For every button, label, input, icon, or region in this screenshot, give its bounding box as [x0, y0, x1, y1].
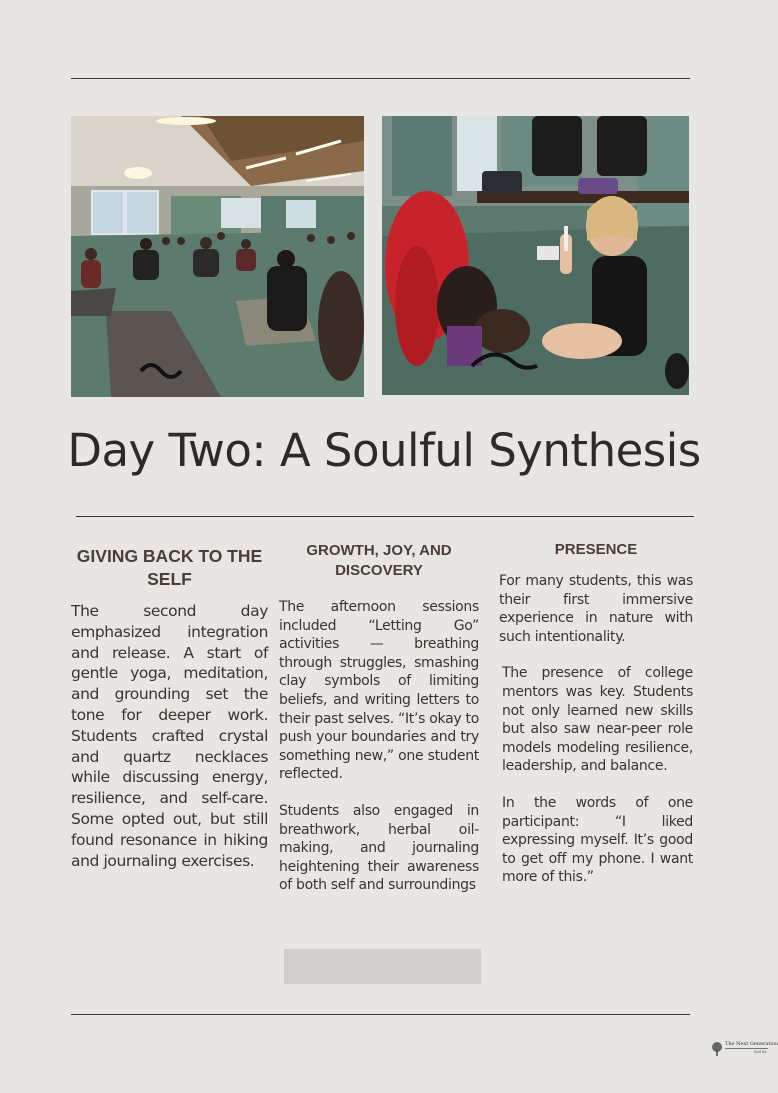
quote-paragraph: In the words of one participant: “I liked expressing myself. It’s good to get off my phone. I want more of this.” — [502, 794, 693, 886]
column-heading: GIVING BACK TO THE SELF — [76, 546, 263, 589]
column-giving-back — [71, 545, 268, 871]
column-presence — [499, 540, 693, 887]
gray-placeholder-box — [284, 949, 481, 984]
organization-logo — [709, 1040, 778, 1060]
bottom-rule — [71, 1014, 690, 1015]
tree-icon — [711, 1042, 723, 1056]
column-paragraph: For many students, this was their first immersive experience in nature with such intentionality. — [499, 573, 693, 645]
title-rule — [76, 516, 694, 517]
necklace-activity-photo — [382, 116, 689, 395]
logo-name: The Next Generation — [725, 1041, 778, 1047]
logo-subtitle: Sud Sa — [754, 1050, 767, 1054]
column-paragraph: The presence of college mentors was key. Students not only learned new skills but also saw near-peer role models modeling resilience, leadership, and balance. — [502, 665, 693, 775]
top-rule — [71, 78, 690, 79]
column-heading: GROWTH, JOY, AND DISCOVERY — [306, 542, 452, 579]
logo-divider — [725, 1048, 768, 1049]
column-paragraph: The afternoon sessions included “Letting Go” activities — breathing through struggles, smashing clay symbols of limiting beliefs, and writing letters to their past selves. “It’s okay to push your boundaries and try something new,” one student reflected. — [279, 599, 479, 783]
yoga-class-photo — [71, 116, 364, 397]
page-title: Day Two: A Soulful Synthesis — [67, 424, 701, 477]
column-paragraph: Students also engaged in breathwork, herbal oil-making, and journaling heightening their awareness of both self and surroundings — [279, 802, 479, 894]
column-paragraph: The second day emphasized integration and release. A start of gentle yoga, meditation, and grounding set the tone for deeper work. Students crafted crystal and quartz necklaces while discussing energy, resilience, and self-care. Some opted out, but still found resonance in hiking and journaling exercises. — [71, 602, 268, 870]
column-heading: PRESENCE — [554, 541, 638, 558]
column-growth-joy — [279, 541, 479, 895]
